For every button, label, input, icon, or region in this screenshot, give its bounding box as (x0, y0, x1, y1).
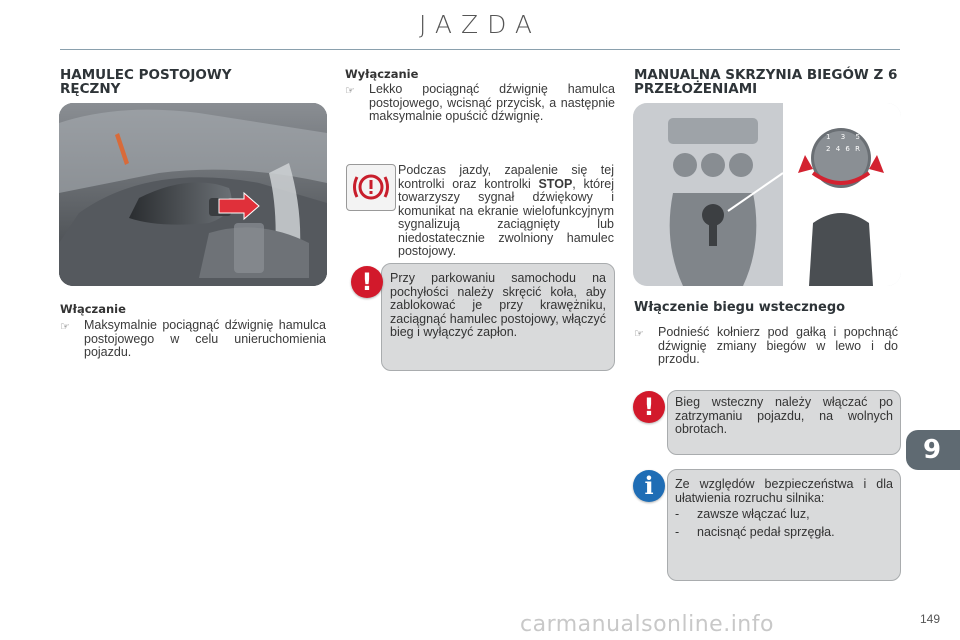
reverse-note (667, 390, 901, 455)
parking-brake-photo (59, 103, 327, 286)
chapter-tab: 9 (906, 430, 960, 470)
gearbox-photo (633, 103, 901, 286)
reverse-text: Podnieść kołnierz pod gałką i popchnąć dźwignię zmiany biegów w lewo i do przodu. (658, 325, 898, 366)
brake-warning-lamp-icon (346, 164, 396, 211)
stop-text-top: Podczas jazdy, zapalenie się tej kontrolki oraz kontrolki STOP, której towarzyszy sygnał dźwiękowy i komunikat na ekranie wielofunkcyjnym sygnalizują zaciągnięty lub niedostatecznie zwolniony hamulec postojowy. (398, 163, 615, 258)
watermark: carmanualsonline.info (520, 612, 774, 637)
gear-label: 1 (826, 133, 831, 141)
reverse-heading: Włączenie biegu wstecznego (634, 300, 846, 315)
pointing-hand-icon: ☞ (634, 328, 644, 340)
page-number: 149 (919, 612, 940, 626)
gear-label: R (855, 145, 860, 153)
engage-text: Maksymalnie pociągnąć dźwignię hamulca postojowego w celu unieruchomienia pojazdu. (84, 318, 326, 359)
release-text: Lekko pociągnąć dźwignię hamulca postojowego, wcisnąć przycisk, a następnie maksymalnie opuścić dźwignię. (369, 82, 615, 123)
reverse-note-text: Bieg wsteczny należy włączać po zatrzymaniu pojazdu, na wolnych obrotach. (675, 395, 893, 436)
release-step (345, 83, 615, 124)
gearbox-title: MANUALNA SKRZYNIA BIEGÓW Z 6 PRZEŁOŻENIAMI (634, 67, 898, 97)
gear-pattern (826, 133, 860, 153)
exclamation-icon: ! (351, 266, 383, 298)
safety-item: - zawsze włączać luz, (675, 507, 810, 521)
safety-item: - nacisnąć pedał sprzęgła. (675, 525, 835, 539)
gear-label: 6 (845, 145, 850, 153)
safety-note (667, 469, 901, 581)
info-icon: i (633, 470, 665, 502)
parking-note (381, 263, 615, 371)
engage-heading: Włączanie (60, 302, 126, 316)
release-heading: Wyłączanie (345, 67, 419, 81)
gear-label: 5 (855, 133, 860, 141)
gear-label: 3 (840, 133, 846, 141)
parking-brake-title: HAMULEC POSTOJOWY RĘCZNY (60, 67, 232, 97)
header-divider (60, 49, 900, 50)
gear-label: 2 (826, 145, 831, 153)
page-title: JAZDA (418, 10, 542, 39)
parking-note-text: Przy parkowaniu samochodu na pochyłości należy skręcić koła, aby zablokować je przy krawężniku, zaciągnąć hamulec postojowy, włączyć bieg i wyłączyć zapłon. (390, 271, 606, 339)
gear-label: 4 (835, 145, 841, 153)
safety-intro: Ze względów bezpieczeństwa i dla ułatwienia rozruchu silnika: (675, 477, 893, 505)
engage-step (60, 319, 326, 360)
pointing-hand-icon: ☞ (60, 321, 70, 333)
pointing-hand-icon: ☞ (345, 85, 355, 97)
reverse-step (634, 326, 898, 367)
exclamation-icon: ! (633, 391, 665, 423)
